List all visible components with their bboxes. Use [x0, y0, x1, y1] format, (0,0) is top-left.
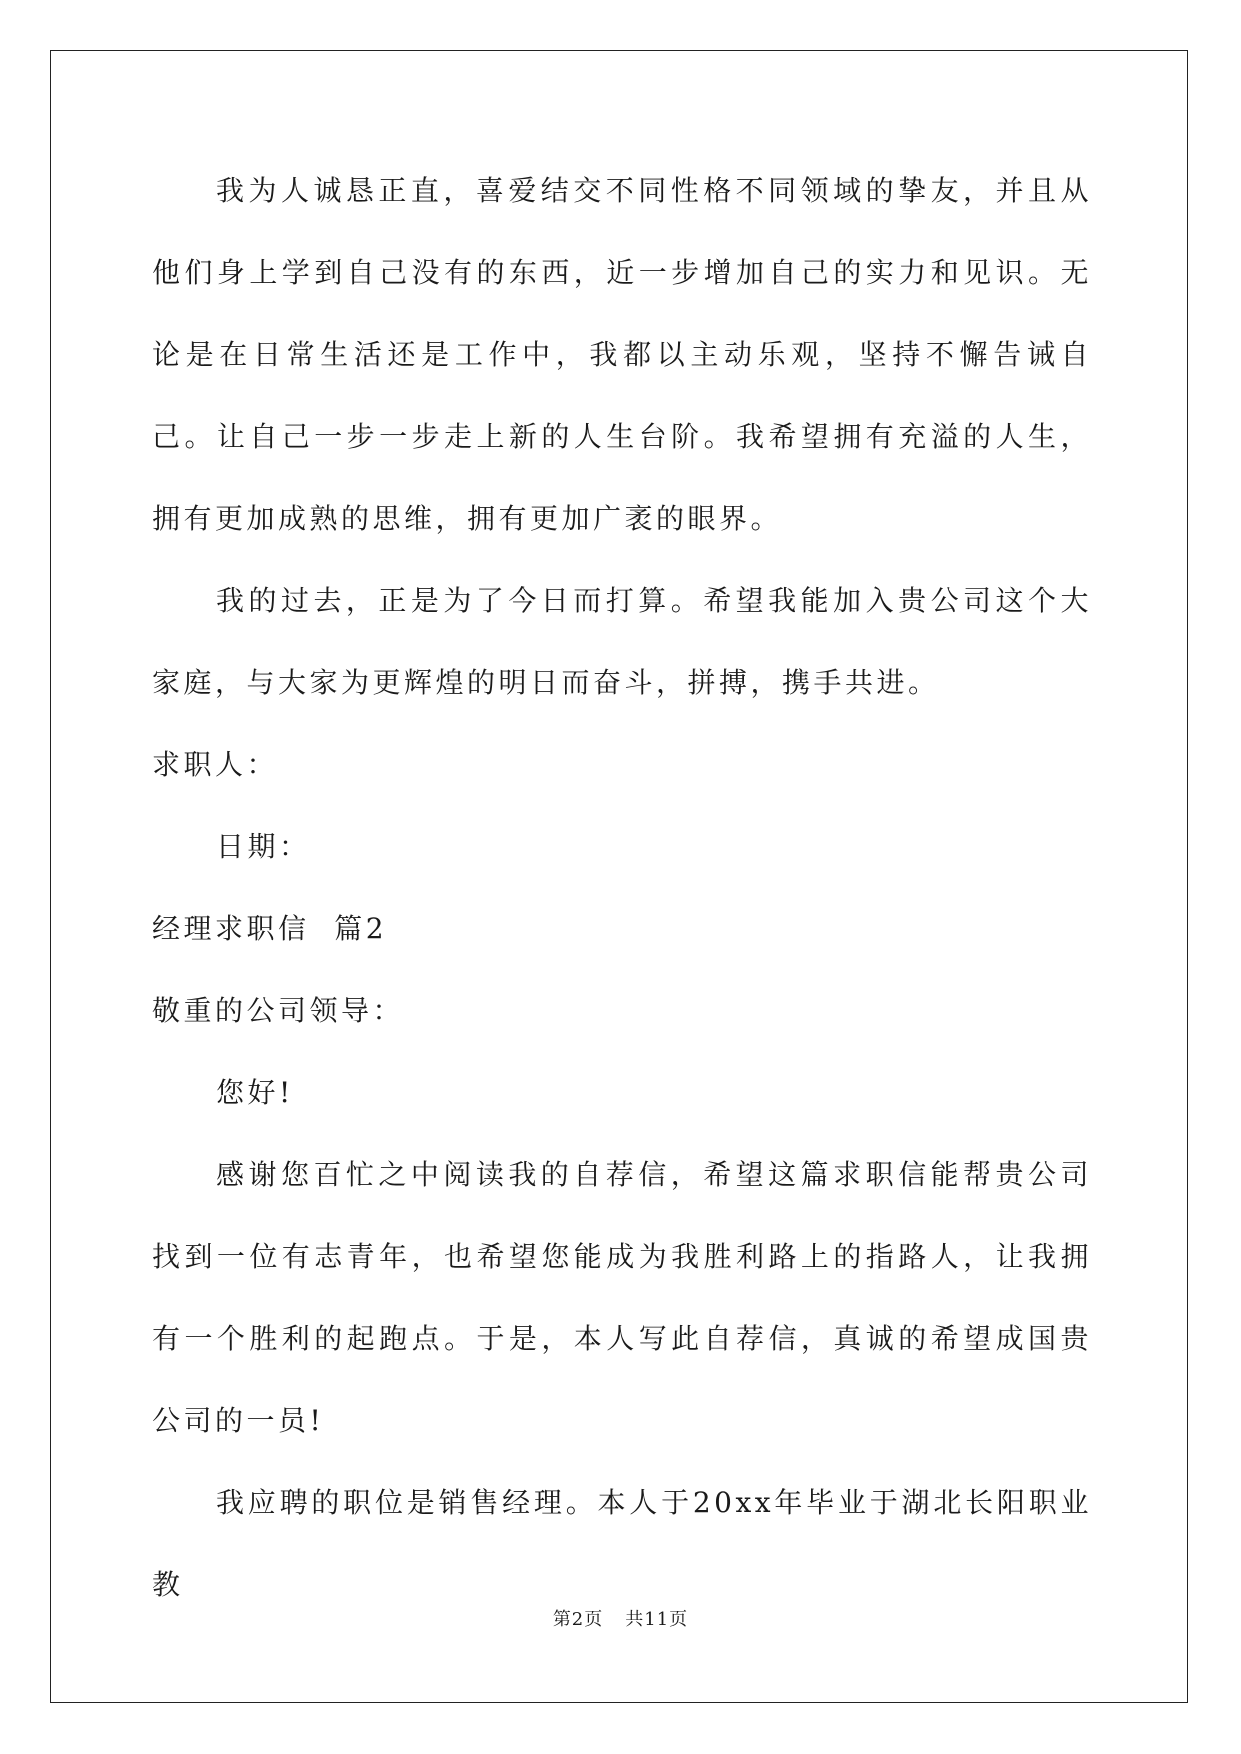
- greeting: 您好!: [216, 1076, 294, 1109]
- page-footer: [0, 1605, 1241, 1631]
- document-body: [152, 150, 1092, 1626]
- salutation: 敬重的公司领导：: [152, 994, 405, 1027]
- date-label: 日期：: [216, 830, 311, 863]
- paragraph-self-description: 我为人诚恳正直，喜爱结交不同性格不同领域的挚友，并且从他们身上学到自己没有的东西，近一步增加自己的实力和见识。无论是在日常生活还是工作中，我都以主动乐观，坚持不懈告诫自己。让自己一步一步走上新的人生台阶。我希望拥有充溢的人生，拥有更加成熟的思维，拥有更加广袤的眼界。: [152, 174, 1092, 535]
- paragraph-aspiration: 我的过去，正是为了今日而打算。希望我能加入贵公司这个大家庭，与大家为更辉煌的明日而奋斗，拼搏，携手共进。: [152, 584, 1092, 699]
- section-title: 经理求职信 篇2: [152, 912, 388, 945]
- applicant-label: 求职人：: [152, 748, 279, 781]
- page-number: 第2页: [552, 1609, 604, 1630]
- paragraph-position: 我应聘的职位是销售经理。本人于20xx年毕业于湖北长阳职业教: [152, 1486, 1092, 1601]
- total-pages: 共11页: [625, 1609, 689, 1630]
- paragraph-thanks: 感谢您百忙之中阅读我的自荐信，希望这篇求职信能帮贵公司找到一位有志青年，也希望您能成为我胜利路上的指路人，让我拥有一个胜利的起跑点。于是，本人写此自荐信，真诚的希望成国贵公司的一员!: [152, 1158, 1092, 1437]
